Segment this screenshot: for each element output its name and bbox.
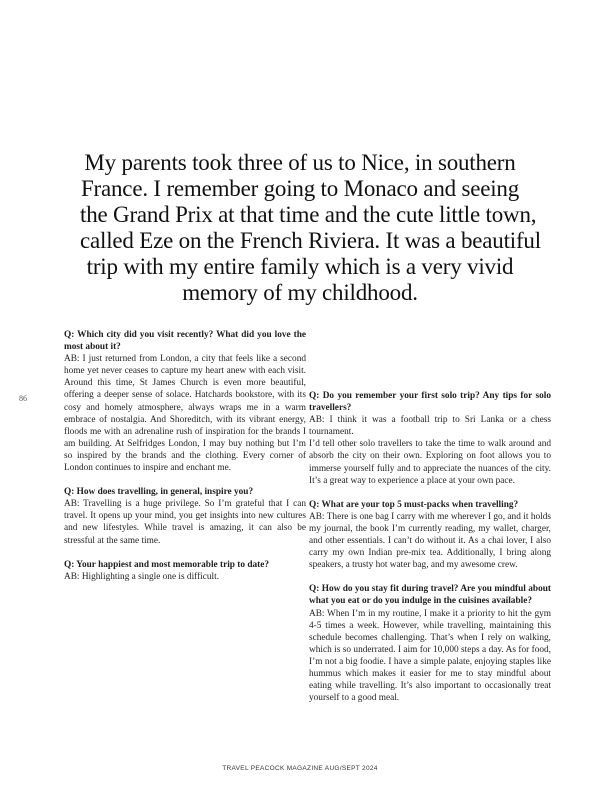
interview-answer: AB: There is one bag I carry with me wherever I go, and it holds my journal, the book I’m currently reading, my wallet, charger, and other essentials. I can’t do without it. As a chai lover, I also carry my own Indian pre-mix tea. Additionally, I bring along speakers, a trusty hot water bag, and my awesome crew. — [309, 511, 551, 571]
interview-question: Q: What are your top 5 must-packs when travelling? — [309, 499, 519, 510]
interview-question: Q: How do you stay fit during travel? Are you mindful about what you eat or do you indulge in the cuisines available? — [309, 584, 551, 607]
interview-answer: AB: When I’m in my routine, I make it a priority to hit the gym 4-5 times a week. However, while travelling, maintaining this schedule becomes challenging. That’s when I rely on walking, which is so underrated. I aim for 10,000 steps a day. As for food, I’m not a big foodie. I have a simple palate, enjoying staples like hummus which makes it easier for me to stay mindful about eating while travelling. It’s also important to occasionally treat yourself to a good meal. — [309, 608, 551, 704]
qa-block — [309, 390, 551, 487]
pull-quote-line: France. I remember going to Monaco and seeing — [80, 176, 520, 201]
interview-answer: AB: Travelling is a huge privilege. So I’m grateful that I can travel. It opens up your mind, you get insights into new cultures and new lifestyles. While travel is amazing, it can also be stressful at the same time. — [64, 499, 306, 546]
interview-question: Q: Which city did you visit recently? What did you love the most about it? — [64, 330, 306, 353]
interview-answer: AB: I think it was a football trip to Sri Lanka or a chess tournament. — [309, 415, 551, 438]
interview-column-right — [309, 390, 551, 716]
interview-answer: AB: Highlighting a single one is difficult. — [64, 571, 220, 582]
pull-quote-line: the Grand Prix at that time and the cute little town, — [80, 202, 537, 227]
pull-quote-line: memory of my childhood. — [182, 280, 418, 305]
qa-block — [309, 499, 551, 572]
qa-block — [309, 583, 551, 704]
page-number: 86 — [19, 394, 27, 403]
pull-quote-line: trip with my entire family which is a very vivid — [86, 254, 514, 279]
interview-question: Q: Do you remember your first solo trip? Any tips for solo travellers? — [309, 391, 551, 414]
qa-block — [64, 559, 306, 583]
interview-question: Q: How does travelling, in general, inspire you? — [64, 487, 254, 498]
pull-quote-line: My parents took three of us to Nice, in southern — [84, 150, 516, 175]
pull-quote — [80, 150, 541, 306]
qa-block — [64, 329, 306, 474]
interview-answer: I’d tell other solo travellers to take the time to walk around and absorb the city on their own. Exploring on foot allows you to immerse yourself fully and to appreciate the nuances of the city. It’s a great way to experience a place at your own pace. — [309, 439, 551, 486]
qa-block — [64, 486, 306, 546]
interview-answer: AB: I just returned from London, a city that feels like a second home yet never ceases to capture my heart anew with each visit. Around this time, St James Church is even more beautiful, offering a deeper sense of solace. Hatchards bookstore, with its cosy and homely atmosphere, always wraps me in a warm embrace of nostalgia. And Shoreditch, with its vibrant energy, floods me with an adrenaline rush of inspiration for the brands I am building. At Selfridges London, I may buy nothing but I’m so inspired by the brands and the clothing. Every corner of London continues to inspire and enchant me. — [64, 354, 306, 474]
interview-column-left — [64, 329, 306, 595]
interview-question: Q: Your happiest and most memorable trip to date? — [64, 559, 270, 570]
magazine-footer: TRAVEL PEACOCK MAGAZINE AUG/SEPT 2024 — [222, 765, 378, 772]
pull-quote-line: called Eze on the French Riviera. It was a beautiful — [80, 228, 541, 253]
